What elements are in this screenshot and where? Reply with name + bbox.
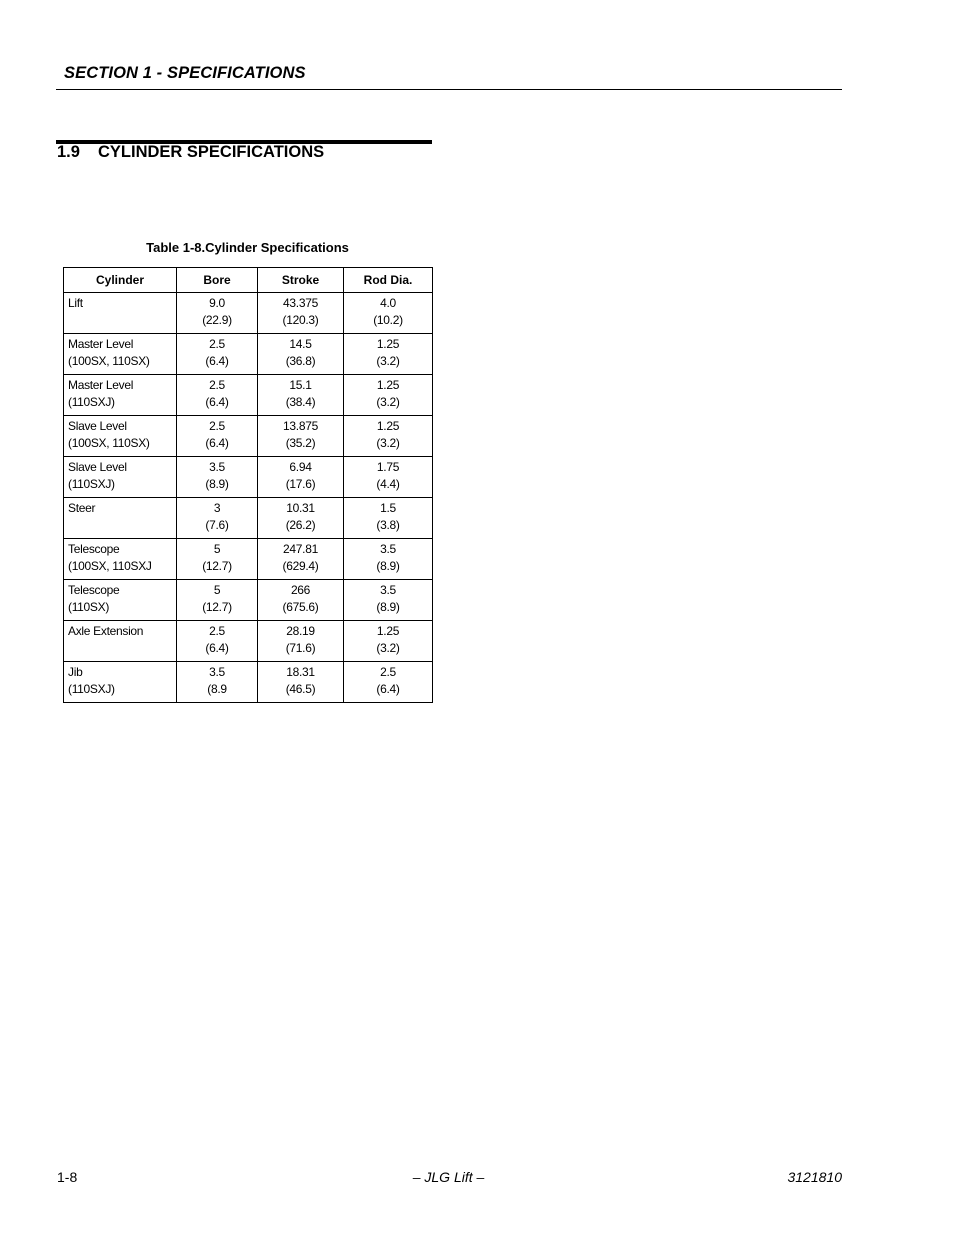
cell-line: (110SX) — [68, 600, 110, 614]
footer-center-text: – JLG Lift – — [412, 1169, 485, 1185]
table-row — [64, 457, 433, 498]
table-header-row — [64, 268, 433, 293]
cell-line: (6.4) — [376, 682, 400, 696]
cell-line: 1.25 — [376, 378, 400, 392]
section-title: CYLINDER SPECIFICATIONS — [98, 143, 325, 161]
cell-line: Axle Extension — [68, 624, 144, 638]
table-cell-rod-dia — [344, 293, 433, 334]
cell-line: (4.4) — [376, 477, 400, 491]
cell-line: Slave Level — [68, 419, 127, 433]
cell-line: (3.2) — [376, 395, 400, 409]
cell-line: (46.5) — [285, 682, 316, 696]
cell-line: 266 — [290, 583, 311, 597]
table-cell-bore — [177, 457, 258, 498]
cell-line: (8.9 — [207, 682, 227, 696]
cell-line: 2.5 — [209, 337, 225, 351]
cell-line: (110SXJ) — [68, 477, 115, 491]
cell-line: (8.9) — [205, 477, 229, 491]
cell-line: (6.4) — [205, 436, 229, 450]
cell-line: (110SXJ) — [68, 395, 115, 409]
table-row — [64, 334, 433, 375]
table-cell-rod-dia — [344, 621, 433, 662]
cell-line: (6.4) — [205, 641, 229, 655]
column-header-rod-dia: Rod Dia. — [344, 268, 433, 293]
cell-line: 43.375 — [283, 296, 318, 310]
cell-line: 14.5 — [289, 337, 312, 351]
table-cell-bore — [177, 498, 258, 539]
cell-line: Steer — [68, 501, 96, 515]
column-header-stroke: Stroke — [258, 268, 344, 293]
cell-line: 1.5 — [380, 501, 396, 515]
table-cell-rod-dia — [344, 662, 433, 703]
cell-line: 5 — [213, 542, 221, 556]
cell-line: (22.9) — [202, 313, 232, 327]
table-cell-stroke — [258, 416, 344, 457]
column-header-cylinder: Cylinder — [64, 268, 177, 293]
table-cell-rod-dia — [344, 498, 433, 539]
cell-line: (36.8) — [285, 354, 316, 368]
cell-line: 3 — [213, 501, 221, 515]
cell-line: (8.9) — [376, 559, 400, 573]
cell-line: (629.4) — [282, 559, 319, 573]
cell-line: 1.25 — [376, 337, 400, 351]
table-cell-bore — [177, 416, 258, 457]
cell-line: (35.2) — [285, 436, 316, 450]
cell-line: (17.6) — [285, 477, 316, 491]
table-cell-cylinder — [64, 662, 177, 703]
table-row — [64, 498, 433, 539]
table-row — [64, 416, 433, 457]
cell-line: (7.6) — [205, 518, 229, 532]
cell-line: 9.0 — [209, 296, 225, 310]
table-cell-stroke — [258, 498, 344, 539]
section-number: 1.9 — [57, 143, 80, 161]
table-cell-cylinder — [64, 293, 177, 334]
cell-line: (120.3) — [282, 313, 319, 327]
cell-line: (3.2) — [376, 641, 400, 655]
cell-line: Telescope — [68, 583, 120, 597]
table-cell-cylinder — [64, 457, 177, 498]
cell-line: (26.2) — [285, 518, 316, 532]
cell-line: 2.5 — [380, 665, 396, 679]
table-body — [64, 293, 433, 703]
header-rule — [56, 89, 842, 90]
table-cell-rod-dia — [344, 580, 433, 621]
table-cell-rod-dia — [344, 416, 433, 457]
cell-line: (3.8) — [376, 518, 400, 532]
table-row — [64, 580, 433, 621]
table-cell-stroke — [258, 621, 344, 662]
column-header-bore: Bore — [177, 268, 258, 293]
cell-line: 2.5 — [209, 378, 225, 392]
table-cell-bore — [177, 334, 258, 375]
table-row — [64, 621, 433, 662]
table-cell-bore — [177, 621, 258, 662]
table-cell-cylinder — [64, 334, 177, 375]
cell-line: (110SXJ) — [68, 682, 115, 696]
cell-line: 1.25 — [376, 624, 400, 638]
table-cell-stroke — [258, 457, 344, 498]
cell-line: 4.0 — [380, 296, 396, 310]
cell-line: Lift — [68, 296, 83, 310]
table-cell-stroke — [258, 375, 344, 416]
table-row — [64, 539, 433, 580]
cell-line: Jib — [68, 665, 83, 679]
cell-line: 10.31 — [286, 501, 315, 515]
table-cell-stroke — [258, 334, 344, 375]
table-cell-cylinder — [64, 621, 177, 662]
cell-line: Slave Level — [68, 460, 127, 474]
cell-line: (12.7) — [202, 559, 232, 573]
section-header-title: SECTION 1 - SPECIFICATIONS — [64, 64, 306, 82]
cell-line: Master Level — [68, 337, 134, 351]
cell-line: 5 — [213, 583, 221, 597]
table-cell-bore — [177, 375, 258, 416]
table-cell-stroke — [258, 580, 344, 621]
cell-line: 13.875 — [283, 419, 318, 433]
cylinder-specifications-table — [63, 267, 433, 703]
table-cell-cylinder — [64, 416, 177, 457]
table-cell-bore — [177, 293, 258, 334]
table-row — [64, 662, 433, 703]
page-number: 1-8 — [57, 1169, 78, 1185]
table-cell-bore — [177, 580, 258, 621]
document-number: 3121810 — [787, 1169, 842, 1185]
table-cell-cylinder — [64, 375, 177, 416]
section-heading — [57, 143, 324, 162]
table-cell-stroke — [258, 293, 344, 334]
cell-line: Master Level — [68, 378, 134, 392]
cell-line: 1.75 — [376, 460, 400, 474]
table-row — [64, 293, 433, 334]
table-cell-bore — [177, 662, 258, 703]
table-cell-cylinder — [64, 498, 177, 539]
cell-line: (675.6) — [282, 600, 319, 614]
table-caption: Table 1-8.Cylinder Specifications — [146, 240, 349, 255]
cell-line: (10.2) — [373, 313, 403, 327]
table-cell-stroke — [258, 662, 344, 703]
cell-line: Telescope — [68, 542, 120, 556]
cell-line: 2.5 — [209, 624, 225, 638]
cell-line: 6.94 — [289, 460, 312, 474]
cell-line: 2.5 — [209, 419, 225, 433]
cell-line: (100SX, 110SX) — [68, 354, 150, 368]
table-cell-rod-dia — [344, 457, 433, 498]
table-row — [64, 375, 433, 416]
table-cell-rod-dia — [344, 375, 433, 416]
cell-line: 15.1 — [289, 378, 312, 392]
table-cell-rod-dia — [344, 334, 433, 375]
table-cell-bore — [177, 539, 258, 580]
cell-line: 1.25 — [376, 419, 400, 433]
cell-line: 3.5 — [209, 460, 225, 474]
table-cell-rod-dia — [344, 539, 433, 580]
cell-line: 18.31 — [286, 665, 315, 679]
cell-line: (71.6) — [285, 641, 316, 655]
cell-line: 28.19 — [286, 624, 315, 638]
cell-line: (3.2) — [376, 354, 400, 368]
cell-line: (12.7) — [202, 600, 232, 614]
cell-line: 247.81 — [283, 542, 318, 556]
cell-line: 3.5 — [380, 542, 396, 556]
cell-line: (6.4) — [205, 395, 229, 409]
cell-line: (100SX, 110SXJ — [68, 559, 152, 573]
table-cell-cylinder — [64, 580, 177, 621]
cell-line: 3.5 — [380, 583, 396, 597]
cell-line: (8.9) — [376, 600, 400, 614]
cell-line: (38.4) — [285, 395, 316, 409]
table-cell-cylinder — [64, 539, 177, 580]
table-cell-stroke — [258, 539, 344, 580]
cell-line: 3.5 — [209, 665, 225, 679]
cell-line: (3.2) — [376, 436, 400, 450]
cell-line: (100SX, 110SX) — [68, 436, 150, 450]
cell-line: (6.4) — [205, 354, 229, 368]
